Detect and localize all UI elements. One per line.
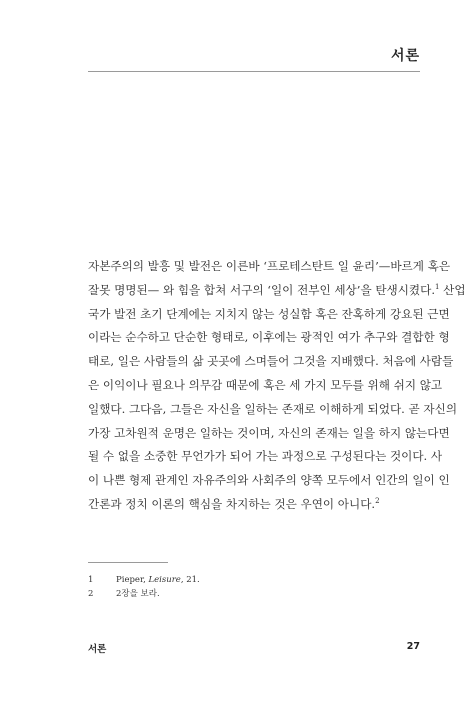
body-line-text: 태로, 일은 사람들의 삶 곳곳에 스며들어 그것을 지배했다. 처음에 사람들 bbox=[88, 354, 454, 369]
body-line bbox=[88, 493, 420, 517]
body-line bbox=[88, 445, 443, 469]
footnote-ref-2[interactable]: 2 bbox=[375, 496, 380, 505]
body-line bbox=[88, 422, 450, 446]
footnote-text bbox=[116, 587, 160, 601]
page-number: 27 bbox=[406, 641, 420, 652]
chapter-header-title: 서론 bbox=[390, 48, 420, 64]
footnote-ref-1[interactable]: 1 bbox=[435, 282, 440, 291]
footnote-italic-title: Leisure bbox=[148, 575, 181, 585]
footnote-number: 1 bbox=[88, 575, 94, 585]
body-line bbox=[88, 303, 450, 327]
body-paragraph bbox=[88, 255, 466, 517]
body-line-text: 간론과 정치 이론의 핵심을 차지하는 것은 우연이 아니다. bbox=[88, 496, 376, 511]
body-line bbox=[88, 374, 443, 398]
body-line bbox=[88, 469, 450, 493]
body-line-text: 은 이익이나 필요나 의무감 때문에 혹은 세 가지 모두를 위해 쉬지 않고 bbox=[88, 377, 443, 392]
footnote-text-part: 2장을 보라. bbox=[116, 589, 160, 599]
body-line bbox=[88, 279, 466, 303]
body-line-text: 자본주의의 발흥 및 발전은 이른바 ‘프로테스탄트 일 윤리’—바르게 혹은 bbox=[88, 259, 451, 273]
footnotes bbox=[88, 573, 388, 601]
footnote-item bbox=[88, 587, 388, 601]
body-line-text: 잘못 명명된— 와 힘을 합쳐 서구의 ‘일이 전부인 세상’을 탄생시켰다. bbox=[88, 282, 436, 297]
footnote-text-part: Pieper, bbox=[116, 575, 149, 585]
body-line-text: 이라는 순수하고 단순한 형태로, 이후에는 광적인 여가 추구와 결합한 형 bbox=[88, 330, 450, 345]
footnote-text-part: , 21. bbox=[180, 575, 200, 585]
body-line-text: 산업 bbox=[443, 282, 466, 297]
footnote-number: 2 bbox=[88, 589, 94, 599]
body-line-text: 일했다. 그다음, 그들은 자신을 일하는 존재로 이해하게 되었다. 곧 자신의 bbox=[88, 401, 458, 416]
body-line bbox=[88, 326, 450, 350]
footnote-rule bbox=[88, 562, 168, 563]
body-line bbox=[88, 398, 458, 422]
footer-chapter-title: 서론 bbox=[88, 644, 107, 655]
body-line-text: 이 나쁜 형제 관계인 자유주의와 사회주의 양쪽 모두에서 인간의 일이 인 bbox=[88, 473, 450, 488]
body-line-text: 국가 발전 초기 단계에는 지치지 않는 성실함 혹은 잔혹하게 강요된 근면 bbox=[88, 306, 450, 321]
footnote-item bbox=[88, 573, 388, 587]
header-rule bbox=[88, 71, 420, 72]
body-line-text: 될 수 없을 소중한 무언가가 되어 가는 과정으로 구성된다는 것이다. 사 bbox=[88, 449, 443, 464]
body-line bbox=[88, 350, 454, 374]
footnote-text bbox=[116, 573, 200, 587]
body-line-text: 가장 고차원적 운명은 일하는 것이며, 자신의 존재는 일을 하지 않는다면 bbox=[88, 425, 450, 440]
body-line bbox=[88, 255, 451, 279]
